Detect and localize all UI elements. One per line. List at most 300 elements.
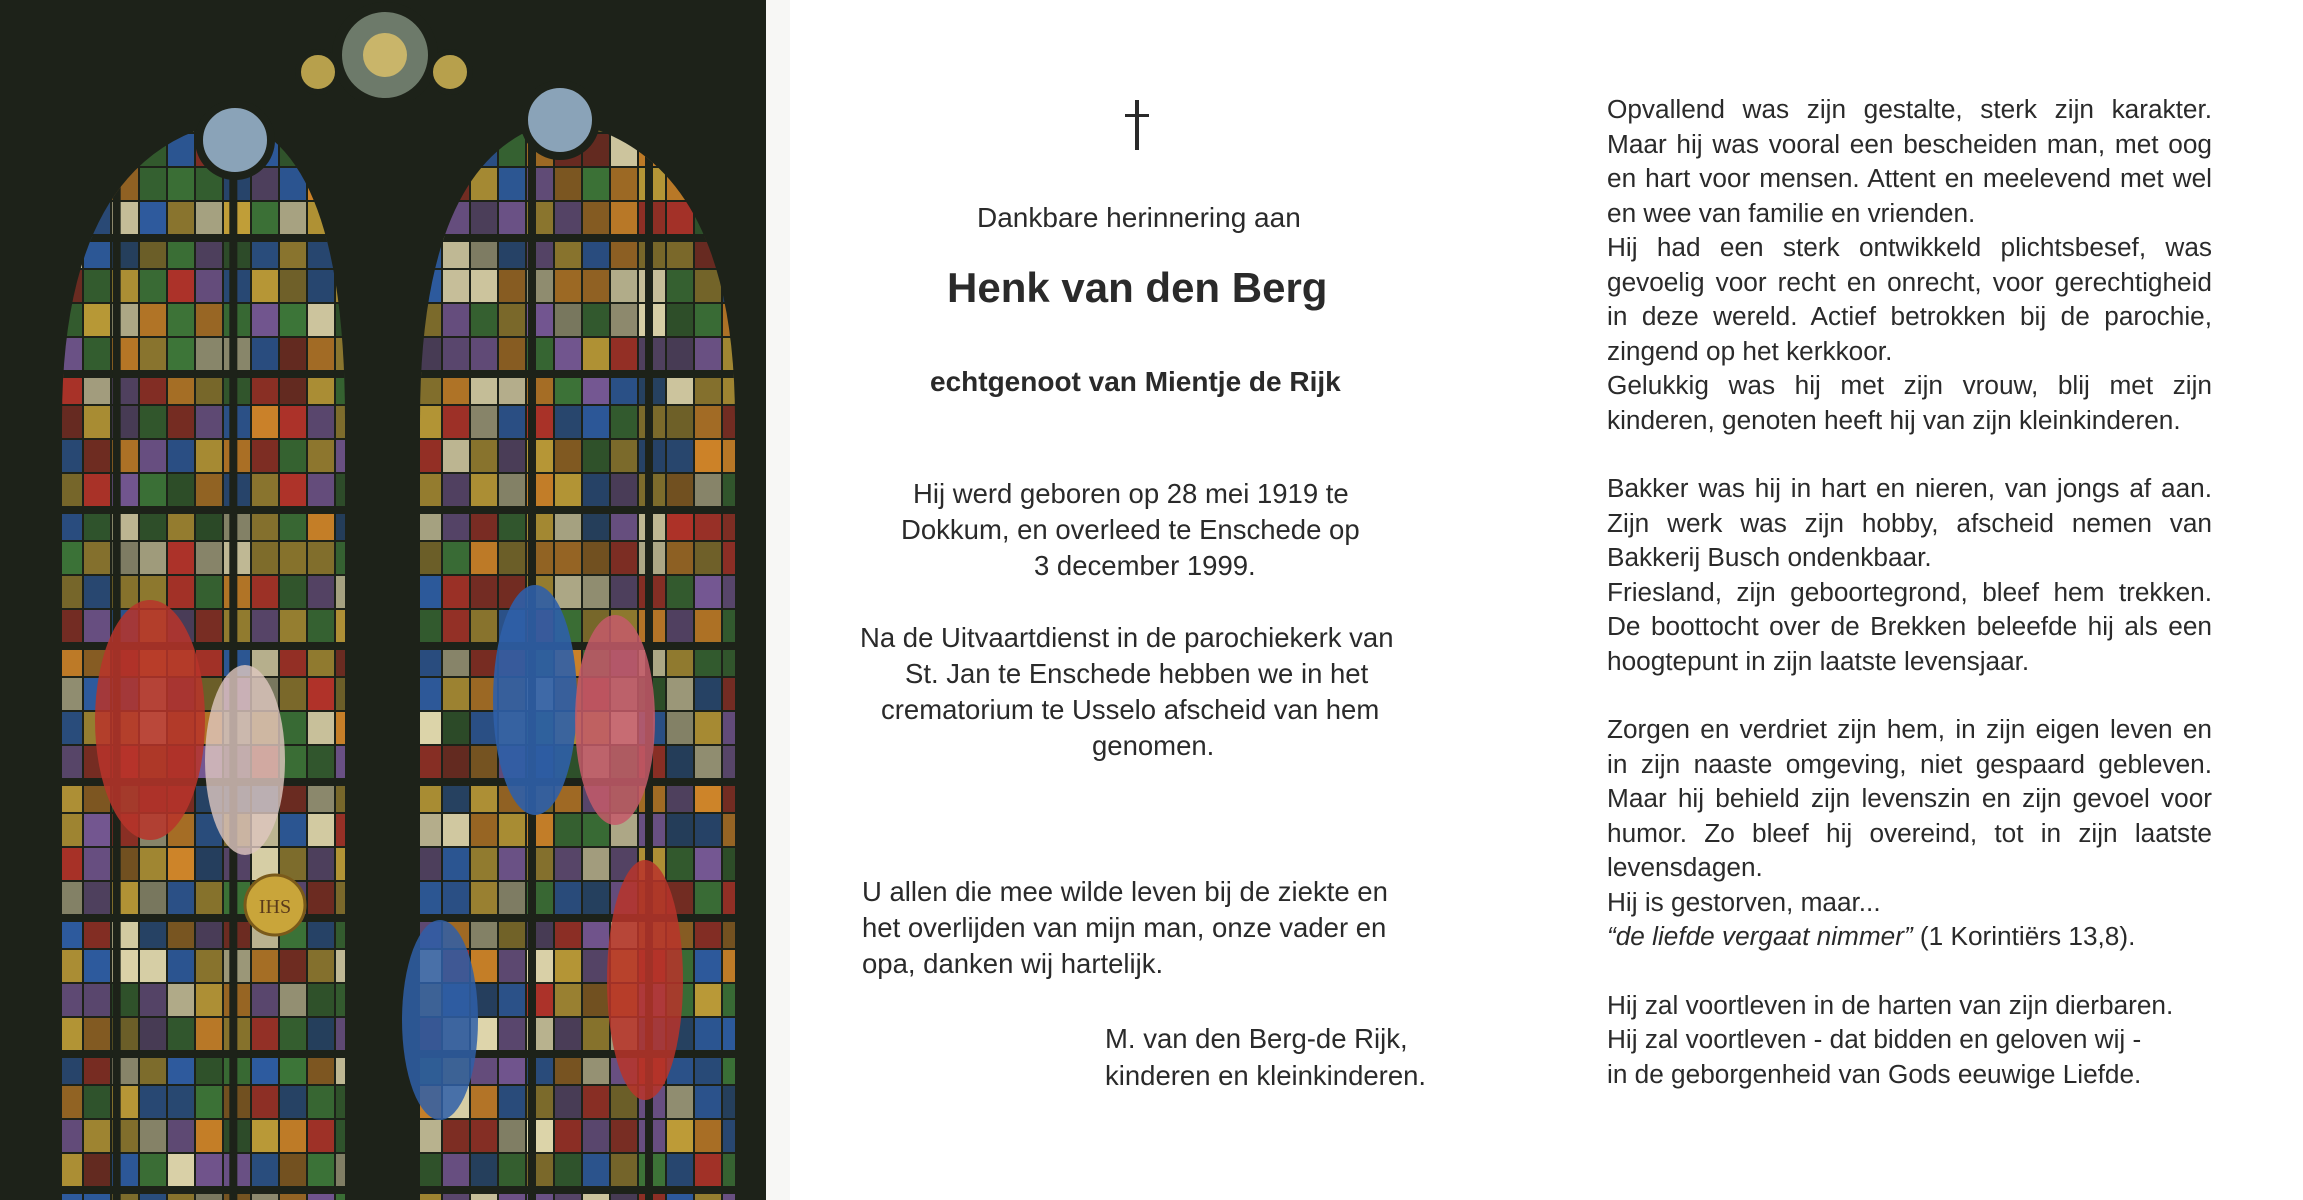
glass-pane	[196, 950, 222, 982]
tribute-paragraph: Friesland, zijn geboortegrond, bleef hem trekken. De boottocht over de Brekken beleefde hij als een hoogtepunt in zijn laatste levensjaar.	[1607, 576, 2212, 676]
glass-pane	[583, 882, 609, 914]
glass-pane	[443, 712, 469, 744]
glass-pane	[499, 1018, 525, 1050]
glass-pane	[611, 474, 637, 506]
glass-pane	[555, 814, 581, 846]
glass-pane	[471, 712, 497, 744]
glass-pane	[583, 848, 609, 880]
glass-pane	[695, 746, 721, 778]
glass-pane	[168, 1018, 194, 1050]
tribute-text	[1607, 92, 2212, 1091]
glass-pane	[196, 1086, 222, 1118]
glass-pane	[252, 304, 278, 336]
glass-pane	[84, 610, 110, 642]
glass-pane	[168, 1154, 194, 1186]
glass-pane	[308, 882, 334, 914]
glass-pane	[196, 304, 222, 336]
glass-pane	[443, 882, 469, 914]
glass-pane	[555, 1086, 581, 1118]
glass-pane	[196, 270, 222, 302]
glass-pane	[308, 1018, 334, 1050]
glass-pane	[252, 1154, 278, 1186]
glass-pane	[695, 1018, 721, 1050]
glass-pane	[471, 202, 497, 234]
glass-pane	[84, 984, 110, 1016]
glass-pane	[583, 338, 609, 370]
glass-pane	[168, 1120, 194, 1152]
glass-pane	[443, 304, 469, 336]
glass-pane	[308, 678, 334, 710]
glass-pane	[308, 1120, 334, 1152]
glass-pane	[140, 406, 166, 438]
glass-pane	[168, 338, 194, 370]
glass-pane	[471, 338, 497, 370]
glass-pane	[695, 882, 721, 914]
glass-pane	[443, 848, 469, 880]
funeral-line-3: crematorium te Usselo afscheid van hem	[881, 694, 1380, 725]
glass-pane	[667, 576, 693, 608]
glass-pane	[555, 542, 581, 574]
glass-pane	[168, 848, 194, 880]
glass-pane	[280, 338, 306, 370]
glass-pane	[695, 474, 721, 506]
glass-pane	[84, 474, 110, 506]
glass-pane	[252, 440, 278, 472]
glass-pane	[168, 1086, 194, 1118]
glass-pane	[695, 1086, 721, 1118]
glass-pane	[695, 406, 721, 438]
glass-pane	[84, 542, 110, 574]
bible-quote-line	[1607, 919, 2212, 954]
glass-pane	[84, 270, 110, 302]
glass-pane	[471, 746, 497, 778]
glass-pane	[471, 474, 497, 506]
glass-pane	[555, 168, 581, 200]
glass-pane	[611, 576, 637, 608]
glass-pane	[611, 270, 637, 302]
glass-pane	[443, 610, 469, 642]
glass-pane	[168, 440, 194, 472]
glass-pane	[555, 1154, 581, 1186]
tribute-paragraph: Gelukkig was hij met zijn vrouw, blij met zijn kinderen, genoten heeft hij van zijn kleinkinderen.	[1607, 370, 2212, 435]
deceased-name: Henk van den Berg	[947, 264, 1328, 311]
glass-pane	[308, 950, 334, 982]
glass-pane	[555, 440, 581, 472]
thanks-line-2: het overlijden van mijn man, onze vader en	[862, 912, 1387, 943]
glass-pane	[196, 1120, 222, 1152]
glass-pane	[140, 474, 166, 506]
glass-pane	[611, 338, 637, 370]
spouse-line: echtgenoot van Mientje de Rijk	[930, 366, 1341, 397]
glass-pane	[280, 474, 306, 506]
funeral-line-4: genomen.	[1092, 730, 1215, 761]
glass-pane	[280, 1018, 306, 1050]
glass-pane	[695, 1154, 721, 1186]
glass-pane	[667, 474, 693, 506]
glass-pane	[471, 542, 497, 574]
glass-pane	[280, 406, 306, 438]
glass-pane	[583, 474, 609, 506]
glass-pane	[140, 1154, 166, 1186]
glass-pane	[583, 440, 609, 472]
glass-pane	[667, 542, 693, 574]
funeral-line-1: Na de Uitvaartdienst in de parochiekerk van	[860, 622, 1394, 653]
glass-pane	[196, 406, 222, 438]
glass-pane	[667, 304, 693, 336]
glass-pane	[611, 1120, 637, 1152]
glass-pane	[471, 576, 497, 608]
glass-pane	[308, 304, 334, 336]
glass-pane	[280, 202, 306, 234]
intro-line: Dankbare herinnering aan	[977, 202, 1301, 233]
glass-pane	[308, 746, 334, 778]
glass-pane	[308, 576, 334, 608]
glass-pane	[443, 338, 469, 370]
closing-line: Hij zal voortleven - dat bidden en geloven wij -	[1607, 1024, 2142, 1054]
glass-pane	[280, 1086, 306, 1118]
glass-pane	[443, 542, 469, 574]
glass-pane	[667, 678, 693, 710]
glass-pane	[667, 1086, 693, 1118]
glass-pane	[443, 1154, 469, 1186]
glass-pane	[499, 474, 525, 506]
glass-pane	[84, 1086, 110, 1118]
glass-pane	[84, 814, 110, 846]
glass-pane	[583, 1018, 609, 1050]
glass-pane	[555, 474, 581, 506]
glass-pane	[611, 1154, 637, 1186]
glass-pane	[499, 168, 525, 200]
glass-pane	[196, 440, 222, 472]
glass-pane	[695, 270, 721, 302]
tribute-paragraph: Hij is gestorven, maar...	[1607, 886, 1881, 917]
glass-pane	[84, 406, 110, 438]
glass-pane	[308, 814, 334, 846]
glass-pane	[140, 168, 166, 200]
glass-pane	[252, 1018, 278, 1050]
glass-pane	[196, 610, 222, 642]
glass-pane	[667, 848, 693, 880]
glass-pane	[280, 576, 306, 608]
glass-pane	[252, 474, 278, 506]
glass-pane	[695, 950, 721, 982]
glass-pane	[695, 814, 721, 846]
glass-pane	[280, 304, 306, 336]
glass-pane	[84, 1018, 110, 1050]
glass-pane	[308, 542, 334, 574]
glass-pane	[168, 950, 194, 982]
glass-pane	[443, 814, 469, 846]
glass-pane	[140, 1120, 166, 1152]
cross-icon	[1135, 100, 1139, 150]
glass-pane	[583, 1120, 609, 1152]
glass-pane	[555, 848, 581, 880]
glass-pane	[667, 270, 693, 302]
glass-pane	[140, 1086, 166, 1118]
glass-pane	[140, 848, 166, 880]
glass-pane	[252, 1120, 278, 1152]
glass-pane	[308, 474, 334, 506]
glass-pane	[168, 984, 194, 1016]
glass-pane	[555, 338, 581, 370]
glass-pane	[308, 984, 334, 1016]
ihs-monogram: IHS	[258, 896, 292, 918]
glass-pane	[196, 1154, 222, 1186]
glass-pane	[583, 576, 609, 608]
glass-pane	[499, 814, 525, 846]
glass-pane	[555, 270, 581, 302]
funeral-line-2: St. Jan te Enschede hebben we in het	[905, 658, 1369, 689]
glass-pane	[140, 1018, 166, 1050]
glass-pane	[499, 542, 525, 574]
glass-pane	[471, 304, 497, 336]
glass-pane	[308, 1086, 334, 1118]
glass-pane	[140, 882, 166, 914]
glass-pane	[280, 678, 306, 710]
glass-pane	[168, 406, 194, 438]
glass-pane	[252, 542, 278, 574]
glass-pane	[667, 746, 693, 778]
closing-line: Hij zal voortleven in de harten van zijn dierbaren.	[1607, 989, 2174, 1020]
signature-block	[1105, 1020, 1426, 1094]
glass-pane	[499, 338, 525, 370]
glass-pane	[695, 678, 721, 710]
glass-pane	[499, 270, 525, 302]
glass-pane	[583, 304, 609, 336]
glass-pane	[196, 1018, 222, 1050]
glass-pane	[583, 406, 609, 438]
bible-quote: “de liefde vergaat nimmer”	[1607, 921, 1913, 951]
glass-pane	[583, 1086, 609, 1118]
glass-pane	[196, 202, 222, 234]
glass-pane	[499, 406, 525, 438]
glass-pane	[667, 406, 693, 438]
glass-pane	[471, 440, 497, 472]
glass-pane	[308, 406, 334, 438]
glass-pane	[611, 202, 637, 234]
glass-pane	[196, 848, 222, 880]
mullion	[229, 100, 237, 1200]
glass-pane	[140, 304, 166, 336]
glass-pane	[140, 984, 166, 1016]
glass-pane	[84, 848, 110, 880]
glass-pane	[555, 950, 581, 982]
glass-pane	[308, 712, 334, 744]
glass-pane	[280, 984, 306, 1016]
glass-pane	[695, 610, 721, 642]
glass-pane	[499, 202, 525, 234]
birth-death-line-3: 3 december 1999.	[1034, 550, 1256, 581]
glass-pane	[280, 270, 306, 302]
glass-pane	[499, 950, 525, 982]
glass-pane	[443, 678, 469, 710]
tribute-paragraph: Bakker was hij in hart en nieren, van jongs af aan. Zijn werk was zijn hobby, afscheid nemen van Bakkerij Busch ondenkbaar.	[1607, 473, 2212, 572]
tribute-paragraph: Hij had een sterk ontwikkeld plichtsbesef, was gevoelig voor recht en onrecht, voor gerechtigheid in deze wereld. Actief betrokken bij de parochie, zingend op het kerkkoor.	[1607, 232, 2212, 366]
glass-pane	[308, 848, 334, 880]
glass-pane	[471, 1154, 497, 1186]
glass-pane	[443, 1120, 469, 1152]
glass-pane	[667, 202, 693, 234]
glass-pane	[695, 440, 721, 472]
glass-pane	[471, 814, 497, 846]
glass-pane	[555, 304, 581, 336]
glass-pane	[471, 882, 497, 914]
glass-pane	[499, 1120, 525, 1152]
glass-pane	[471, 270, 497, 302]
glass-pane	[555, 576, 581, 608]
glass-pane	[252, 576, 278, 608]
glass-pane	[555, 882, 581, 914]
glass-pane	[252, 270, 278, 302]
birth-death-line-1: Hij werd geboren op 28 mei 1919 te	[913, 478, 1349, 509]
glass-pane	[443, 406, 469, 438]
tribute-paragraph: Opvallend was zijn gestalte, sterk zijn karakter. Maar hij was vooral een bescheiden man, met oog en hart voor mensen. Attent en meelevend met wel en wee van familie en vrienden.	[1607, 94, 2212, 228]
glass-pane	[443, 440, 469, 472]
glass-pane	[168, 576, 194, 608]
glass-pane	[280, 440, 306, 472]
glass-pane	[252, 406, 278, 438]
glass-pane	[555, 202, 581, 234]
glass-pane	[499, 304, 525, 336]
glass-pane	[252, 202, 278, 234]
glass-pane	[695, 338, 721, 370]
glass-pane	[168, 168, 194, 200]
glass-pane	[583, 542, 609, 574]
glass-pane	[252, 984, 278, 1016]
glass-pane	[471, 610, 497, 642]
bible-reference: (1 Korintiërs 13,8).	[1912, 921, 2136, 951]
glass-pane	[611, 440, 637, 472]
glass-pane	[443, 474, 469, 506]
glass-pane	[695, 1120, 721, 1152]
glass-pane	[695, 576, 721, 608]
glass-pane	[168, 304, 194, 336]
glass-pane	[667, 440, 693, 472]
glass-pane	[196, 474, 222, 506]
glass-pane	[168, 882, 194, 914]
glass-pane	[280, 610, 306, 642]
glass-pane	[443, 746, 469, 778]
glass-pane	[667, 338, 693, 370]
lead-bar	[415, 1188, 766, 1194]
glass-pane	[443, 576, 469, 608]
glass-pane	[280, 1154, 306, 1186]
glass-pane	[140, 542, 166, 574]
glass-pane	[84, 950, 110, 982]
glass-pane	[252, 1086, 278, 1118]
glass-pane	[168, 474, 194, 506]
glass-pane	[140, 950, 166, 982]
glass-pane	[280, 814, 306, 846]
glass-pane	[308, 1154, 334, 1186]
glass-pane	[308, 338, 334, 370]
glass-pane	[555, 1018, 581, 1050]
glass-pane	[471, 1120, 497, 1152]
thanks-line-3: opa, danken wij hartelijk.	[862, 948, 1164, 979]
glass-pane	[196, 542, 222, 574]
glass-pane	[280, 542, 306, 574]
glass-pane	[667, 1154, 693, 1186]
glass-pane	[499, 882, 525, 914]
glass-pane	[499, 1086, 525, 1118]
glass-pane	[168, 542, 194, 574]
glass-pane	[471, 950, 497, 982]
glass-pane	[611, 168, 637, 200]
glass-pane	[667, 1120, 693, 1152]
birth-death-line-2: Dokkum, en overleed te Enschede op	[901, 514, 1360, 545]
glass-pane	[84, 1120, 110, 1152]
glass-pane	[499, 984, 525, 1016]
glass-pane	[140, 270, 166, 302]
glass-pane	[280, 950, 306, 982]
glass-pane	[499, 1154, 525, 1186]
glass-pane	[196, 338, 222, 370]
glass-pane	[583, 984, 609, 1016]
glass-pane	[667, 712, 693, 744]
glass-pane	[196, 882, 222, 914]
glass-pane	[499, 440, 525, 472]
glass-pane	[499, 848, 525, 880]
glass-pane	[308, 270, 334, 302]
glass-pane	[168, 202, 194, 234]
glass-pane	[555, 406, 581, 438]
glass-pane	[84, 440, 110, 472]
glass-pane	[140, 202, 166, 234]
lead-bar	[415, 916, 766, 922]
glass-pane	[695, 542, 721, 574]
signature-line-2: kinderen en kleinkinderen.	[1105, 1060, 1427, 1091]
glass-pane	[443, 270, 469, 302]
lead-bar	[415, 508, 766, 514]
glass-pane	[308, 610, 334, 642]
glass-pane	[611, 406, 637, 438]
glass-pane	[695, 984, 721, 1016]
glass-pane	[196, 984, 222, 1016]
glass-pane	[583, 950, 609, 982]
glass-pane	[583, 270, 609, 302]
glass-pane	[583, 1154, 609, 1186]
glass-pane	[252, 610, 278, 642]
glass-pane	[583, 202, 609, 234]
glass-pane	[252, 338, 278, 370]
glass-pane	[168, 270, 194, 302]
glass-pane	[196, 576, 222, 608]
glass-pane	[695, 304, 721, 336]
glass-pane	[252, 950, 278, 982]
cross-icon-bar	[1125, 114, 1149, 117]
glass-pane	[280, 1120, 306, 1152]
thanks-line-1: U allen die mee wilde leven bij de ziekte en	[862, 876, 1388, 907]
glass-pane	[140, 440, 166, 472]
signature-line-1: M. van den Berg-de Rijk,	[1105, 1023, 1408, 1054]
stained-glass-window-image	[0, 0, 766, 1200]
glass-pane	[84, 1154, 110, 1186]
glass-pane	[695, 712, 721, 744]
glass-pane	[140, 338, 166, 370]
glass-pane	[84, 304, 110, 336]
glass-pane	[84, 882, 110, 914]
glass-pane	[611, 304, 637, 336]
glass-pane	[471, 848, 497, 880]
glass-pane	[471, 1086, 497, 1118]
glass-pane	[555, 1120, 581, 1152]
glass-pane	[84, 338, 110, 370]
lead-bar	[415, 372, 766, 378]
glass-pane	[471, 406, 497, 438]
glass-pane	[583, 168, 609, 200]
glass-pane	[611, 542, 637, 574]
glass-pane	[555, 984, 581, 1016]
